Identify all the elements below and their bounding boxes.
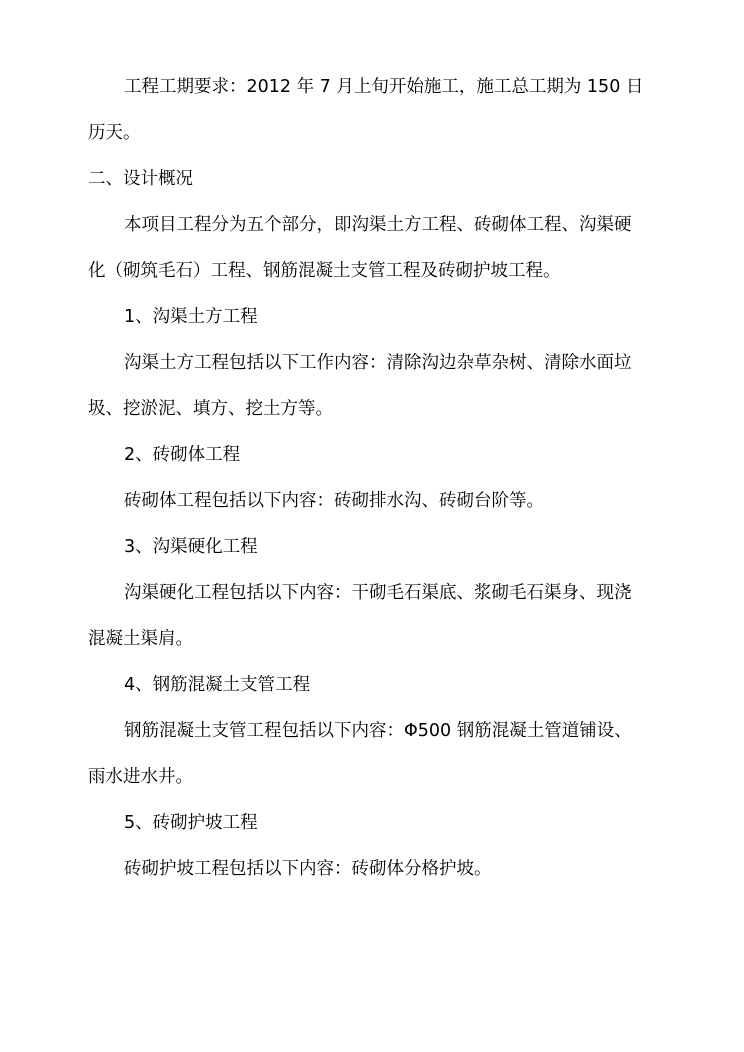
channel-hardening-paragraph-line-1: 沟渠硬化工程包括以下内容：干砌毛石渠底、浆砌毛石渠身、现浇 — [124, 583, 632, 603]
subheading-concrete-pipe: 4、钢筋混凝土支管工程 — [124, 675, 311, 695]
concrete-pipe-paragraph-line-1: 钢筋混凝土支管工程包括以下内容：Φ500 钢筋混凝土管道铺设、 — [124, 721, 632, 741]
duration-requirement-line-1: 工程工期要求：2012 年 7 月上旬开始施工，施工总工期为 150 日 — [124, 77, 644, 97]
brick-masonry-paragraph: 砖砌体工程包括以下内容：砖砌排水沟、砖砌台阶等。 — [124, 491, 544, 511]
earthwork-paragraph-line-1: 沟渠土方工程包括以下工作内容：清除沟边杂草杂树、清除水面垃 — [124, 353, 632, 373]
slope-protection-paragraph: 砖砌护坡工程包括以下内容：砖砌体分格护坡。 — [124, 859, 492, 879]
overview-paragraph-line-1: 本项目工程分为五个部分，即沟渠土方工程、砖砌体工程、沟渠硬 — [124, 215, 632, 235]
concrete-pipe-paragraph-line-2: 雨水进水井。 — [88, 767, 193, 787]
earthwork-paragraph-line-2: 圾、挖淤泥、填方、挖土方等。 — [88, 399, 333, 419]
section-heading-design-overview: 二、设计概况 — [88, 169, 193, 189]
subheading-brick-masonry: 2、砖砌体工程 — [124, 445, 241, 465]
subheading-channel-hardening: 3、沟渠硬化工程 — [124, 537, 258, 557]
subheading-earthwork: 1、沟渠土方工程 — [124, 307, 258, 327]
channel-hardening-paragraph-line-2: 混凝土渠肩。 — [88, 629, 193, 649]
subheading-slope-protection: 5、砖砌护坡工程 — [124, 813, 258, 833]
overview-paragraph-line-2: 化（砌筑毛石）工程、钢筋混凝土支管工程及砖砌护坡工程。 — [88, 261, 561, 281]
duration-requirement-line-2: 历天。 — [88, 123, 141, 143]
